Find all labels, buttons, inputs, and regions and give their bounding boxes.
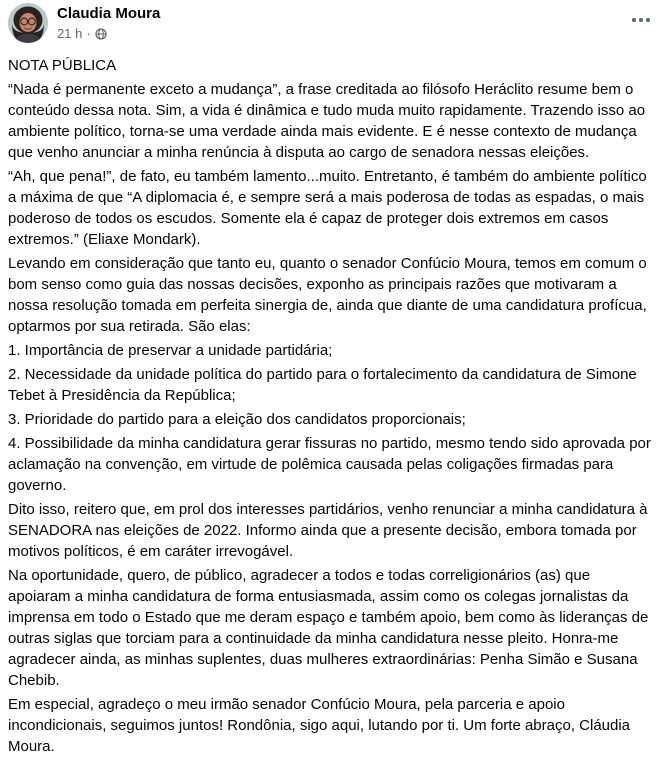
three-dots-icon	[632, 18, 636, 22]
post-meta	[57, 25, 160, 42]
avatar-illustration	[8, 3, 48, 43]
post-list-item: 3. Prioridade do partido para a eleição dos candidatos proporcionais;	[8, 411, 466, 428]
post-title: NOTA PÚBLICA	[8, 57, 117, 74]
post-list-item: 2. Necessidade da unidade política do partido para o fortalecimento da candidatura de Simone Tebet à Presidência da República;	[8, 366, 641, 404]
meta-separator: ·	[86, 26, 91, 41]
more-options-button[interactable]	[627, 8, 655, 32]
post-paragraph: Na oportunidade, quero, de público, agradecer a todos e todas correligionários (as) que apoiaram a minha candidatura de forma entusiasmada, assim como os colegas jornalistas da imprensa em todo o Estado que me deram espaço e também apoio, bem como às lideranças de outras siglas que torciam para a continuidade da minha candidatura nesse pleito. Honra-me agradecer ainda, as minhas suplentes, duas mulheres extraordinárias: Penha Simão e Susana Chebib.	[8, 567, 653, 689]
post-paragraph: “Nada é permanente exceto a mudança”, a frase creditada ao filósofo Heráclito resume bem o conteúdo dessa nota. Sim, a vida é dinâmica e tudo muda muito rapidamente. Trazendo isso ao ambiente político, torna-se uma verdade ainda mais evidente. E é nesse contexto de mudança que venho anunciar a minha renúncia à disputa ao cargo de senadora nessas eleições.	[8, 81, 650, 161]
avatar[interactable]	[8, 3, 48, 43]
post-paragraph: “Ah, que pena!”, de fato, eu também lamento...muito. Entretanto, é também do ambiente político a máxima de que “A diplomacia é, e sempre será a mais poderosa de todas as espadas, o mais poderoso de todos os escudos. Somente ela é capaz de proteger dois extremos em casos extremos.” (Eliaxe Mondark).	[8, 168, 651, 248]
post-list-item: 4. Possibilidade da minha candidatura gerar fissuras no partido, mesmo tendo sido aprovada por aclamação na convenção, em virtude de polêmica causada pelas coligações firmadas para governo.	[8, 435, 656, 494]
globe-icon	[95, 27, 107, 40]
header-text	[57, 4, 160, 42]
post-body	[0, 48, 668, 757]
post-paragraph: Levando em consideração que tanto eu, quanto o senador Confúcio Moura, temos em comum o bom senso como guia das nossas decisões, exponho as principais razões que motivaram a nossa resolução tomada em perfeita sinergia de, ainda que diante de uma candidatura profícua, optarmos por sua retirada. São elas:	[8, 255, 651, 335]
post-paragraph: Em especial, agradeço o meu irmão senador Confúcio Moura, pela parceria e apoio incondicionais, seguimos juntos! Rondônia, sigo aqui, lutando por ti. Um forte abraço, Cláudia Moura.	[8, 696, 635, 755]
author-name[interactable]: Claudia Moura	[57, 5, 161, 22]
post-paragraph: Dito isso, reitero que, em prol dos interesses partidários, venho renunciar a minha candidatura à SENADORA nas eleições de 2022. Informo ainda que a presente decisão, embora tomada por motivos políticos, é em caráter irrevogável.	[8, 501, 652, 560]
timestamp[interactable]: 21 h	[57, 26, 83, 41]
post-list-item: 1. Importância de preservar a unidade partidária;	[8, 342, 333, 359]
post-header	[0, 0, 668, 48]
